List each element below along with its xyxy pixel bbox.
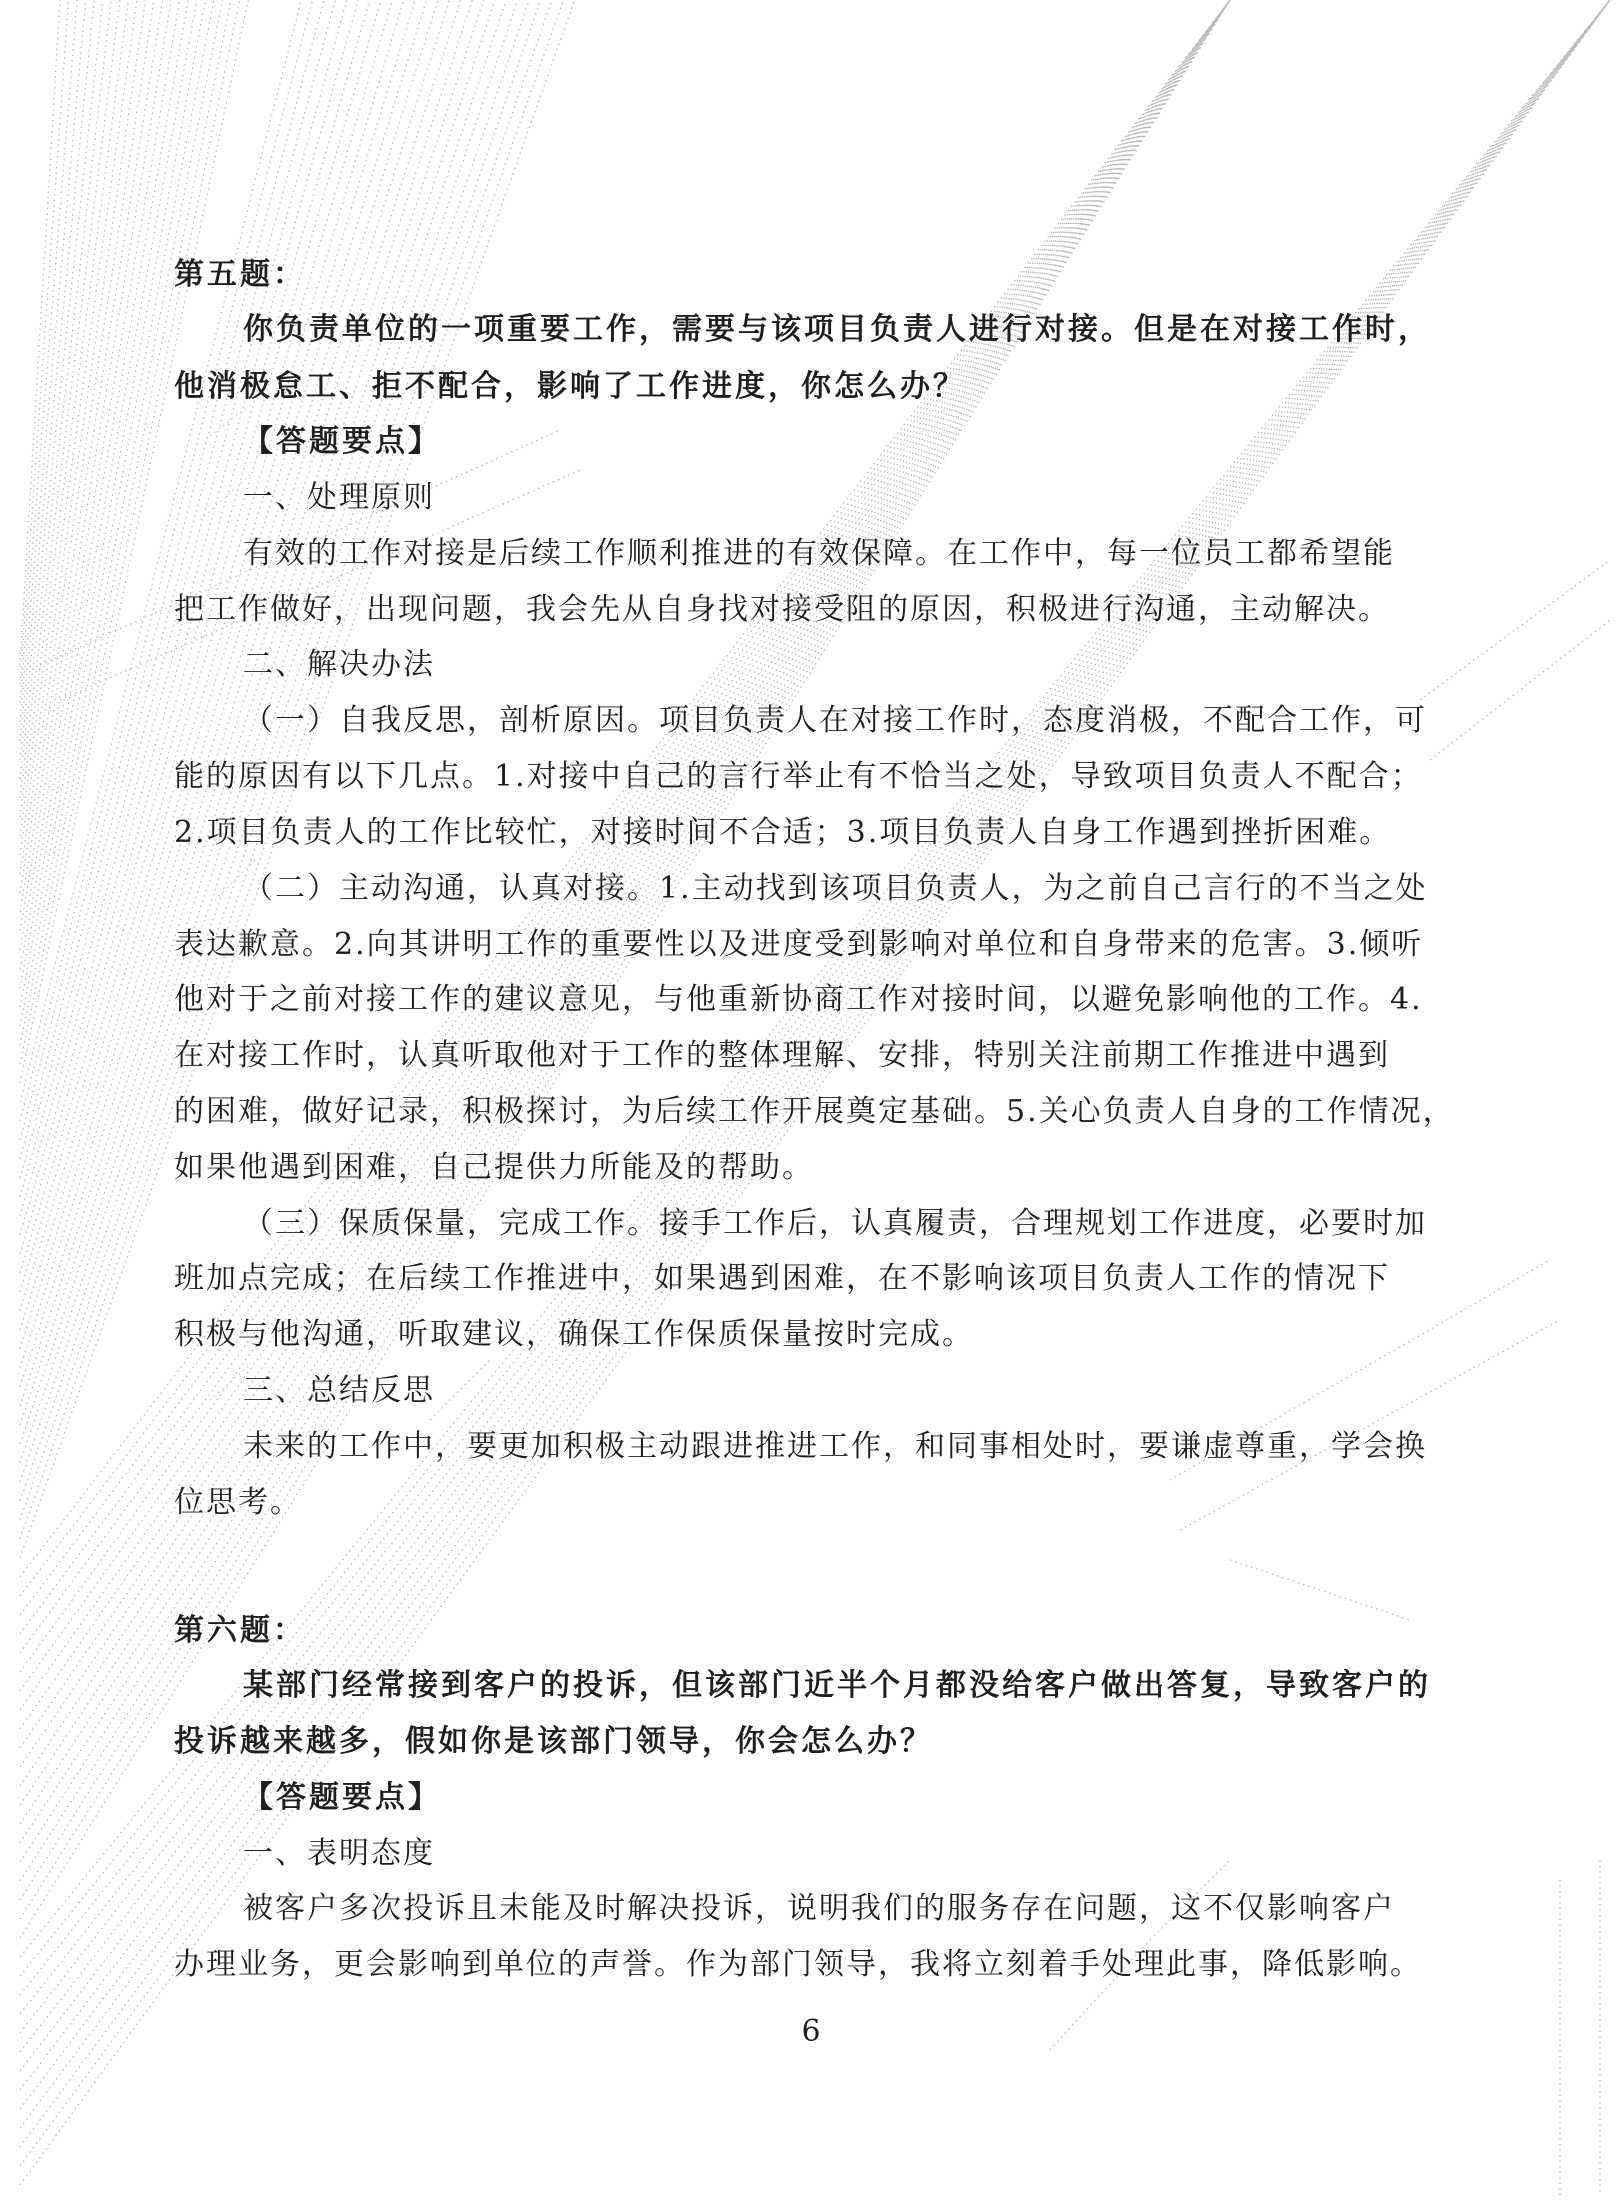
q5-line-11: 在对接工作时，认真听取他对于工作的整体理解、安排，特别关注前期工作推进中遇到: [174, 1038, 1390, 1073]
q5-line-5: （一）自我反思，剖析原因。项目负责人在对接工作时，态度消极，不配合工作，可: [243, 703, 1427, 738]
question-6-text-line-2: 投诉越来越多，假如你是该部门领导，你会怎么办？: [174, 1724, 933, 1759]
q5-line-16: 积极与他沟通，听取建议，确保工作保质保量按时完成。: [174, 1317, 974, 1352]
q5-line-14: （三）保质保量，完成工作。接手工作后，认真履责，合理规划工作进度，必要时加: [243, 1206, 1427, 1241]
q5-line-13: 如果他遇到困难，自己提供力所能及的帮助。: [174, 1150, 814, 1185]
question-6-title: 第六题：: [174, 1613, 306, 1648]
question-6-answer-heading: 【答题要点】: [243, 1780, 441, 1815]
q6-line-2: 被客户多次投诉且未能及时解决投诉，说明我们的服务存在问题，这不仅影响客户: [243, 1891, 1395, 1926]
q5-line-3: 把工作做好，出现问题，我会先从自身找对接受阻的原因，积极进行沟通，主动解决。: [174, 592, 1390, 627]
q5-line-15: 班加点完成；在后续工作推进中，如果遇到困难，在不影响该项目负责人工作的情况下: [174, 1261, 1390, 1296]
q5-line-2: 有效的工作对接是后续工作顺利推进的有效保障。在工作中，每一位员工都希望能: [243, 536, 1395, 571]
q6-line-3: 办理业务，更会影响到单位的声誉。作为部门领导，我将立刻着手处理此事，降低影响。: [174, 1947, 1422, 1982]
page-number: 6: [801, 2014, 821, 2049]
q5-line-8: （二）主动沟通，认真对接。1.主动找到该项目负责人，为之前自己言行的不当之处: [243, 871, 1428, 906]
question-5-title: 第五题：: [174, 257, 306, 292]
q5-line-19: 位思考。: [174, 1485, 302, 1520]
q6-line-1: 一、表明态度: [243, 1836, 435, 1871]
q5-line-6: 能的原因有以下几点。1.对接中自己的言行举止有不恰当之处，导致项目负责人不配合；: [174, 759, 1423, 794]
q5-line-1: 一、处理原则: [243, 480, 435, 515]
question-5-answer-heading: 【答题要点】: [243, 424, 441, 459]
q5-line-10: 他对于之前对接工作的建议意见，与他重新协商工作对接时间，以避免影响他的工作。4.: [174, 982, 1423, 1017]
question-5-text-line-1: 你负责单位的一项重要工作，需要与该项目负责人进行对接。但是在对接工作时，: [243, 312, 1431, 347]
question-5-text-line-2: 他消极怠工、拒不配合，影响了工作进度，你怎么办？: [174, 369, 966, 404]
q5-line-18: 未来的工作中，要更加积极主动跟进推进工作，和同事相处时，要谦虚尊重，学会换: [243, 1429, 1427, 1464]
q5-line-7: 2.项目负责人的工作比较忙，对接时间不合适；3.项目负责人自身工作遇到挫折困难。: [174, 815, 1392, 850]
q5-line-17: 三、总结反思: [243, 1373, 435, 1408]
q5-line-4: 二、解决办法: [243, 647, 435, 682]
q5-line-12: 的困难，做好记录，积极探讨，为后续工作开展奠定基础。5.关心负责人自身的工作情况，: [174, 1094, 1455, 1129]
q5-line-9: 表达歉意。2.向其讲明工作的重要性以及进度受到影响对单位和自身带来的危害。3.倾听: [174, 927, 1424, 962]
question-6-text-line-1: 某部门经常接到客户的投诉，但该部门近半个月都没给客户做出答复，导致客户的: [243, 1668, 1431, 1703]
